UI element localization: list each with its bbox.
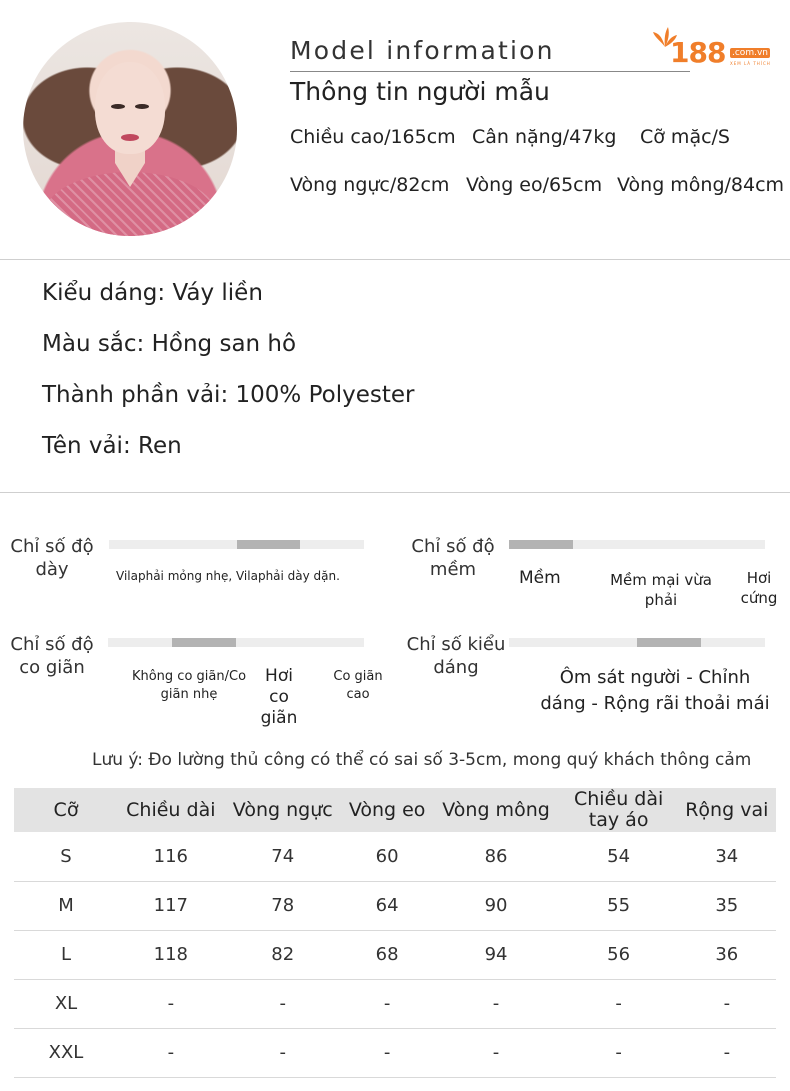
stretch-option-high: Co giãn cao bbox=[333, 669, 383, 702]
table-cell: 116 bbox=[118, 832, 224, 881]
table-cell: 35 bbox=[678, 881, 776, 930]
model-eye-right bbox=[135, 104, 149, 109]
table-cell: M bbox=[14, 881, 118, 930]
model-photo bbox=[23, 22, 237, 236]
stretch-option-slight: Hơi co giãn bbox=[260, 666, 298, 728]
table-row bbox=[14, 1028, 776, 1077]
title-underline bbox=[290, 71, 690, 72]
table-cell: - bbox=[560, 979, 678, 1028]
table-header-row bbox=[14, 788, 776, 832]
table-row bbox=[14, 832, 776, 881]
softness-scale-marker bbox=[509, 540, 573, 549]
table-cell: 36 bbox=[678, 930, 776, 979]
table-cell: - bbox=[560, 1028, 678, 1077]
section-divider bbox=[0, 492, 790, 493]
table-cell: 90 bbox=[432, 881, 559, 930]
fit-label bbox=[405, 633, 507, 679]
fit-option-line1: Ôm sát người - Chỉnh bbox=[559, 667, 751, 688]
table-cell: 118 bbox=[118, 930, 224, 979]
stretch-scale-marker bbox=[172, 638, 236, 647]
col-header-sleeve: Chiều dài tay áo bbox=[560, 788, 678, 832]
stretch-scale bbox=[108, 638, 364, 647]
model-title-en: Model information bbox=[290, 36, 555, 65]
table-row bbox=[14, 979, 776, 1028]
table-cell: 54 bbox=[560, 832, 678, 881]
fit-option bbox=[526, 665, 784, 717]
softness-option-stiff: Hơi cứng bbox=[740, 569, 778, 607]
attr-material: Thành phần vải: 100% Polyester bbox=[42, 382, 415, 408]
thickness-label-line2: dày bbox=[35, 559, 69, 580]
col-header-waist: Vòng eo bbox=[342, 788, 433, 832]
table-cell: XXL bbox=[14, 1028, 118, 1077]
col-header-hip: Vòng mông bbox=[432, 788, 559, 832]
fit-label-line1: Chỉ số kiểu bbox=[406, 634, 506, 655]
table-cell: - bbox=[342, 1028, 433, 1077]
stat-bust: Vòng ngực/82cm bbox=[290, 174, 450, 196]
stat-waist: Vòng eo/65cm bbox=[466, 174, 603, 196]
logo-number: 188 bbox=[670, 36, 726, 69]
model-title-vi: Thông tin người mẫu bbox=[290, 77, 550, 106]
fit-option-line2: dáng - Rộng rãi thoải mái bbox=[540, 693, 770, 714]
thickness-scale-marker bbox=[237, 540, 300, 549]
fit-scale-marker bbox=[637, 638, 701, 647]
size-table bbox=[14, 788, 776, 1078]
logo-domain: .com.vn bbox=[732, 48, 768, 58]
table-cell: - bbox=[118, 979, 224, 1028]
model-lips bbox=[121, 134, 139, 141]
thickness-label-line1: Chỉ số độ bbox=[10, 536, 94, 557]
fit-scale bbox=[509, 638, 765, 647]
thickness-option: Vilaphải mỏng nhẹ, Vilaphải dày dặn. bbox=[116, 569, 340, 583]
table-cell: 94 bbox=[432, 930, 559, 979]
brand-logo bbox=[650, 24, 780, 72]
logo-tagline: XEM LÀ THÍCH bbox=[730, 61, 771, 66]
attr-color: Màu sắc: Hồng san hô bbox=[42, 331, 297, 357]
model-eye-left bbox=[111, 104, 125, 109]
col-header-size: Cỡ bbox=[14, 788, 118, 832]
stretch-option-none: Không co giãn/Co giãn nhẹ bbox=[131, 669, 247, 702]
table-cell: - bbox=[678, 979, 776, 1028]
table-cell: 78 bbox=[224, 881, 342, 930]
table-cell: - bbox=[224, 1028, 342, 1077]
table-cell: 60 bbox=[342, 832, 433, 881]
table-cell: 68 bbox=[342, 930, 433, 979]
table-row bbox=[14, 930, 776, 979]
col-header-shoulder: Rộng vai bbox=[678, 788, 776, 832]
softness-scale bbox=[509, 540, 765, 549]
table-cell: 64 bbox=[342, 881, 433, 930]
stretch-label-line1: Chỉ số độ bbox=[10, 634, 94, 655]
attr-fabric: Tên vải: Ren bbox=[42, 433, 182, 459]
table-cell: - bbox=[224, 979, 342, 1028]
softness-label-line1: Chỉ số độ bbox=[411, 536, 495, 557]
table-cell: - bbox=[118, 1028, 224, 1077]
stat-height: Chiều cao/165cm bbox=[290, 126, 456, 148]
table-cell: S bbox=[14, 832, 118, 881]
table-cell: 117 bbox=[118, 881, 224, 930]
table-cell: 74 bbox=[224, 832, 342, 881]
stretch-label-line2: co giãn bbox=[19, 657, 85, 678]
table-cell: 34 bbox=[678, 832, 776, 881]
table-cell: - bbox=[678, 1028, 776, 1077]
measurement-note: Lưu ý: Đo lường thủ công có thể có sai số 3-5cm, mong quý khách thông cảm bbox=[92, 750, 752, 770]
attr-style: Kiểu dáng: Váy liền bbox=[42, 280, 263, 306]
stretch-label bbox=[8, 633, 96, 679]
table-cell: 55 bbox=[560, 881, 678, 930]
fit-label-line2: dáng bbox=[433, 657, 479, 678]
softness-option-medium: Mềm mại vừa phải bbox=[610, 571, 712, 609]
stat-size: Cỡ mặc/S bbox=[640, 126, 730, 148]
col-header-bust: Vòng ngực bbox=[224, 788, 342, 832]
table-cell: L bbox=[14, 930, 118, 979]
table-cell: XL bbox=[14, 979, 118, 1028]
col-header-length: Chiều dài bbox=[118, 788, 224, 832]
softness-label-line2: mềm bbox=[429, 559, 477, 580]
softness-label bbox=[410, 535, 496, 581]
stat-hip: Vòng mông/84cm bbox=[617, 174, 785, 196]
section-divider bbox=[0, 259, 790, 260]
table-row bbox=[14, 881, 776, 930]
table-cell: - bbox=[432, 1028, 559, 1077]
model-info-section bbox=[0, 0, 790, 258]
table-cell: 86 bbox=[432, 832, 559, 881]
table-cell: - bbox=[432, 979, 559, 1028]
table-cell: 82 bbox=[224, 930, 342, 979]
table-cell: 56 bbox=[560, 930, 678, 979]
thickness-label bbox=[10, 535, 94, 581]
thickness-scale bbox=[109, 540, 364, 549]
stat-weight: Cân nặng/47kg bbox=[472, 126, 617, 148]
softness-option-soft: Mềm bbox=[519, 568, 561, 588]
table-cell: - bbox=[342, 979, 433, 1028]
